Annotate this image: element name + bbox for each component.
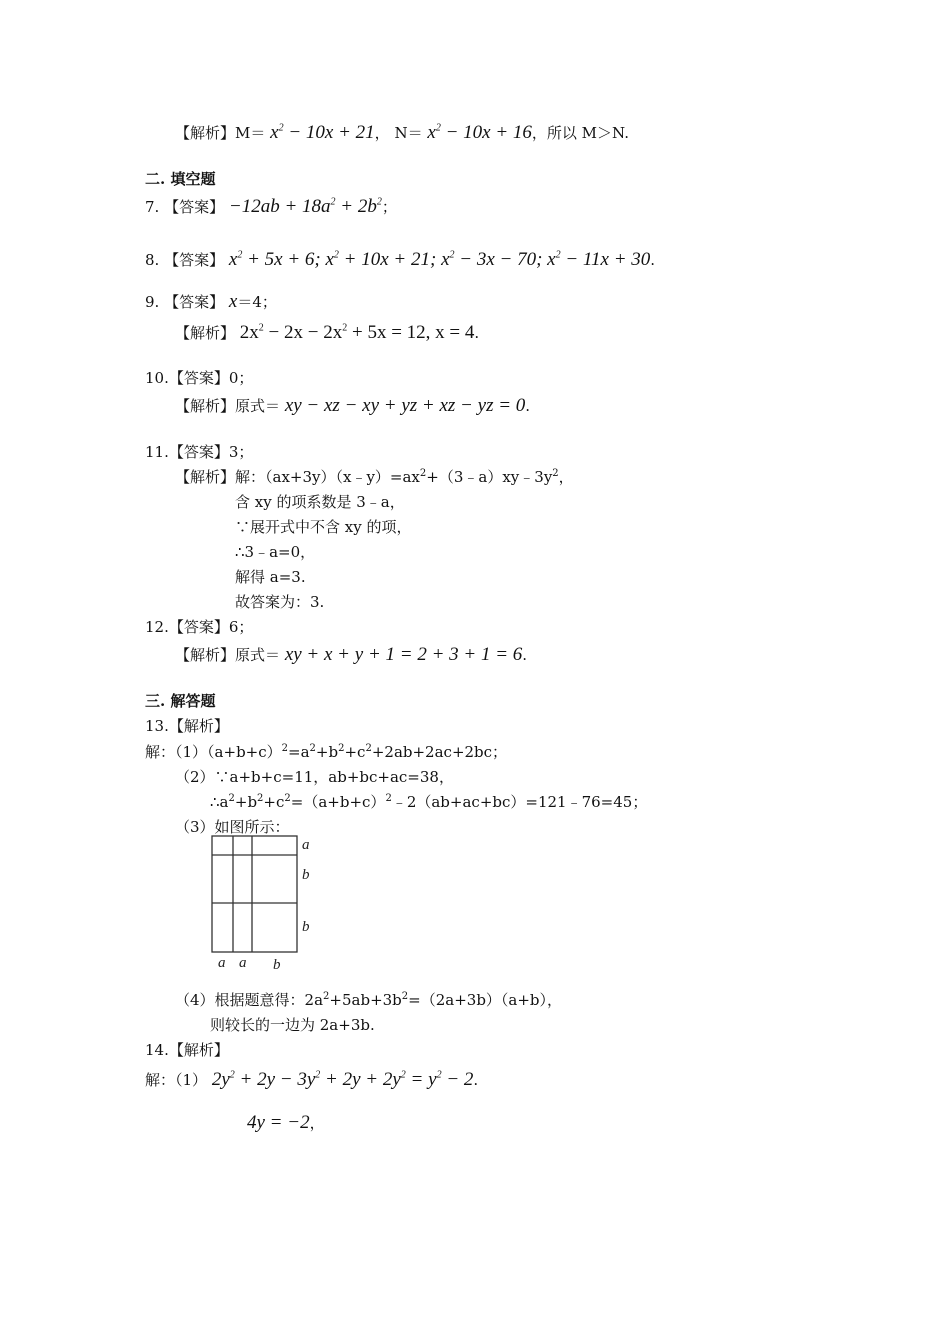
q11-line-2: 含 xy 的项系数是 3﹣a， (235, 493, 405, 511)
q14-expression-2: 4y = −2 (247, 1112, 310, 1133)
top-explanation (175, 123, 629, 143)
figure-label-bottom-a2: a (239, 955, 247, 971)
explanation-label: 【解析】 (175, 646, 236, 664)
q9-answer-var: x (228, 291, 238, 312)
q14-tail-2: ， (309, 1114, 325, 1132)
q10-explanation (175, 396, 530, 416)
rectangle-grid-figure (208, 833, 318, 973)
q14-header (145, 1040, 229, 1060)
q14-tail-1: . (473, 1071, 479, 1089)
explanation-label: 【解析】 (175, 124, 236, 142)
q10-original: 原式＝ (235, 397, 281, 415)
figure-label-right-a: a (302, 837, 310, 853)
answer-label: 【答案】 (164, 198, 225, 216)
figure-label-bottom-a1: a (218, 955, 226, 971)
answer-label: 【答案】 (168, 369, 229, 387)
n-text: N＝ (394, 124, 423, 142)
section-3-title: 三. 解答题 (145, 692, 216, 710)
q14-number: 14. (145, 1041, 169, 1059)
q11-line-4: ∴3﹣a=0， (235, 543, 316, 561)
figure-label-right-b1: b (302, 867, 310, 883)
answer-label: 【答案】 (168, 443, 229, 461)
figure-label-bottom-b: b (273, 957, 281, 973)
q8-tail: . (650, 251, 656, 269)
q12-number: 12. (145, 618, 169, 636)
q11-answer-value: 3； (228, 443, 254, 461)
q8-number: 8. (145, 251, 160, 269)
n-expression: $x^2 - 10x + 16$ (427, 122, 532, 143)
q11-line-5: 解得 a=3. (235, 568, 306, 586)
q14-part-1 (145, 1070, 478, 1090)
q13-part-3: （3）如图所示： (175, 818, 290, 836)
explanation-label: 【解析】 (168, 717, 229, 735)
q11-line-3: ∵展开式中不含 xy 的项， (235, 518, 412, 536)
q11-explanation-label: 【解析】 (175, 468, 236, 486)
answer-label: 【答案】 (164, 293, 225, 311)
q9-answer (145, 292, 277, 312)
q10-answer-value: 0； (228, 369, 254, 387)
q12-original: 原式＝ (235, 646, 281, 664)
q11-answer (145, 442, 253, 462)
q9-number: 9. (145, 293, 160, 311)
q12-tail: . (522, 646, 528, 664)
q10-answer (145, 368, 253, 388)
q12-explanation (175, 645, 527, 665)
q10-tail: . (525, 397, 531, 415)
q10-explanation-expression: xy − xz − xy + yz + xz − yz = 0 (284, 395, 526, 416)
q11-line-1: 解：$(ax+3y)(x﹣y)=ax^2+(3﹣a)xy﹣3y^2$， (235, 468, 574, 486)
explanation-label: 【解析】 (175, 397, 236, 415)
q7-expression: $-12ab + 18a^2 + 2b^2$ (228, 196, 382, 217)
q14-solve: 解：（1） (145, 1071, 208, 1089)
q13-p1: $(1)(a+b+c)^2=a^2+b^2+c^2+2ab+2ac+2bc$； (175, 743, 508, 761)
section-2-title: 二. 填空题 (145, 170, 216, 188)
q12-answer-value: 6； (228, 618, 254, 636)
answer-label: 【答案】 (164, 251, 225, 269)
q11-line-6: 故答案为：3. (235, 593, 325, 611)
q7-number: 7. (145, 198, 160, 216)
q13-number: 13. (145, 717, 169, 735)
m-text: M＝ (235, 124, 266, 142)
q14-step-2 (247, 1113, 325, 1133)
q9-explanation (175, 323, 479, 343)
q13-part-2: （2）∵a+b+c=11，ab+bc+ac=38， (175, 768, 454, 786)
q13-part-4b: 则较长的一边为 2a+3b. (210, 1016, 375, 1034)
q11-number: 11. (145, 443, 169, 461)
q10-number: 10. (145, 369, 169, 387)
m-expression: $x^2 - 10x + 21$ (270, 122, 375, 143)
q8-expression: $x^2 + 5x + 6$; $x^2 + 10x + 21$; $x^2 - 3x - 70$; $x^2 - 11x + 30$ (228, 249, 651, 270)
separator: ， (374, 124, 390, 142)
answer-label: 【答案】 (168, 618, 229, 636)
q13-solve: 解： (145, 743, 176, 761)
q8 (145, 250, 655, 270)
figure-outer-rect (212, 836, 297, 952)
q9-explanation-expression: $2x^2 - 2x - 2x^2 + 5x = 12$, x = 4 (239, 322, 475, 343)
q9-tail: . (474, 324, 480, 342)
q13-header (145, 716, 229, 736)
figure-label-right-b2: b (302, 919, 310, 935)
explanation-label: 【解析】 (175, 324, 236, 342)
q9-answer-value: ＝4； (237, 293, 277, 311)
q7 (145, 197, 397, 217)
conclusion: ，所以 M＞N. (531, 124, 629, 142)
q13-part-1 (145, 742, 507, 762)
q12-explanation-expression: xy + x + y + 1 = 2 + 3 + 1 = 6 (284, 644, 523, 665)
q14-expression-1: $2y^2 + 2y - 3y^2 + 2y + 2y^2 = y^2 - 2$ (211, 1069, 474, 1090)
q13-part-2b: $\therefore a^2+b^2+c^2=(a+b+c)^2﹣2(ab+ac+bc)=121﹣76=45$； (210, 793, 648, 811)
explanation-label: 【解析】 (168, 1041, 229, 1059)
q13-part-4: （4）根据题意得：$2a^2+5ab+3b^2=(2a+3b)(a+b)$， (175, 991, 563, 1009)
q7-tail: ； (381, 198, 397, 216)
q12-answer (145, 617, 253, 637)
